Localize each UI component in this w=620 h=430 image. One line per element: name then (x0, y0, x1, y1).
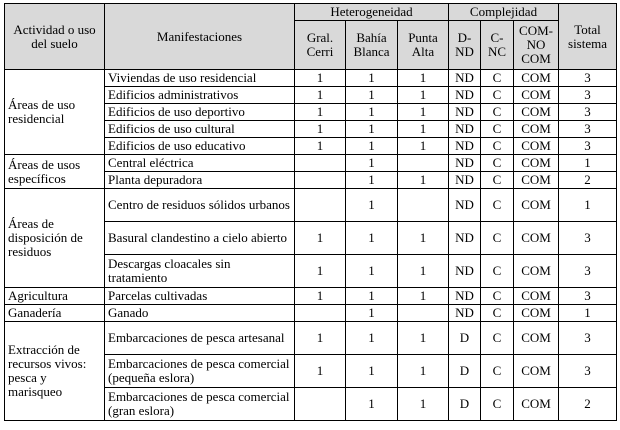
header-bahia-blanca: Bahía Blanca (346, 21, 398, 70)
total-cell: 1 (559, 155, 617, 172)
total-cell: 3 (559, 70, 617, 87)
com-cell: COM (514, 305, 559, 322)
c-nc-cell: C (481, 189, 514, 222)
gral-cerri-cell: 1 (295, 138, 346, 155)
c-nc-cell: C (481, 255, 514, 288)
gral-cerri-cell: 1 (295, 104, 346, 121)
punta-alta-cell: 1 (398, 172, 449, 189)
header-com-nocom: COM-NO COM (514, 21, 559, 70)
manifestation-cell: Parcelas cultivadas (105, 288, 295, 305)
d-nd-cell: ND (449, 87, 481, 104)
manifestation-cell: Edificios de uso educativo (105, 138, 295, 155)
manifestation-cell: Central eléctrica (105, 155, 295, 172)
punta-alta-cell: 1 (398, 138, 449, 155)
com-cell: COM (514, 104, 559, 121)
bahia-blanca-cell: 1 (346, 388, 398, 421)
com-cell: COM (514, 388, 559, 421)
activity-cell: Agricultura (5, 288, 105, 305)
d-nd-cell: ND (449, 155, 481, 172)
com-cell: COM (514, 255, 559, 288)
manifestation-cell: Descargas cloacales sin tratamiento (105, 255, 295, 288)
total-cell: 3 (559, 138, 617, 155)
d-nd-cell: ND (449, 121, 481, 138)
activity-cell: Extracción de recursos vivos: pesca y marisqueo (5, 322, 105, 421)
header-gral-cerri: Gral. Cerri (295, 21, 346, 70)
header-complexity: Complejidad (449, 4, 559, 21)
c-nc-cell: C (481, 355, 514, 388)
c-nc-cell: C (481, 388, 514, 421)
com-cell: COM (514, 189, 559, 222)
com-cell: COM (514, 155, 559, 172)
manifestation-cell: Viviendas de uso residencial (105, 70, 295, 87)
c-nc-cell: C (481, 87, 514, 104)
gral-cerri-cell (295, 172, 346, 189)
total-cell: 2 (559, 388, 617, 421)
d-nd-cell: D (449, 322, 481, 355)
activity-cell: Ganadería (5, 305, 105, 322)
punta-alta-cell: 1 (398, 322, 449, 355)
gral-cerri-cell (295, 189, 346, 222)
table-row (5, 305, 617, 322)
header-d-nd: D-ND (449, 21, 481, 70)
gral-cerri-cell: 1 (295, 322, 346, 355)
table-row (5, 189, 617, 222)
gral-cerri-cell: 1 (295, 121, 346, 138)
c-nc-cell: C (481, 104, 514, 121)
punta-alta-cell (398, 189, 449, 222)
total-cell: 3 (559, 104, 617, 121)
c-nc-cell: C (481, 222, 514, 255)
d-nd-cell: ND (449, 172, 481, 189)
activity-cell: Áreas de disposición de residuos (5, 189, 105, 288)
manifestation-cell: Centro de residuos sólidos urbanos (105, 189, 295, 222)
punta-alta-cell: 1 (398, 70, 449, 87)
d-nd-cell: ND (449, 138, 481, 155)
gral-cerri-cell: 1 (295, 255, 346, 288)
com-cell: COM (514, 288, 559, 305)
bahia-blanca-cell: 1 (346, 322, 398, 355)
d-nd-cell: ND (449, 189, 481, 222)
c-nc-cell: C (481, 305, 514, 322)
punta-alta-cell (398, 155, 449, 172)
total-cell: 3 (559, 322, 617, 355)
com-cell: COM (514, 138, 559, 155)
header-c-nc: C-NC (481, 21, 514, 70)
com-cell: COM (514, 87, 559, 104)
d-nd-cell: ND (449, 222, 481, 255)
d-nd-cell: ND (449, 104, 481, 121)
manifestation-cell: Embarcaciones de pesca comercial (pequeña eslora) (105, 355, 295, 388)
bahia-blanca-cell: 1 (346, 155, 398, 172)
bahia-blanca-cell: 1 (346, 189, 398, 222)
d-nd-cell: D (449, 388, 481, 421)
manifestation-cell: Edificios de uso deportivo (105, 104, 295, 121)
bahia-blanca-cell: 1 (346, 255, 398, 288)
com-cell: COM (514, 222, 559, 255)
gral-cerri-cell: 1 (295, 222, 346, 255)
punta-alta-cell (398, 305, 449, 322)
gral-cerri-cell: 1 (295, 70, 346, 87)
com-cell: COM (514, 355, 559, 388)
com-cell: COM (514, 172, 559, 189)
table-row (5, 155, 617, 172)
manifestation-cell: Ganado (105, 305, 295, 322)
bahia-blanca-cell: 1 (346, 104, 398, 121)
c-nc-cell: C (481, 70, 514, 87)
punta-alta-cell: 1 (398, 104, 449, 121)
manifestation-cell: Embarcaciones de pesca artesanal (105, 322, 295, 355)
gral-cerri-cell: 1 (295, 87, 346, 104)
land-use-table (4, 3, 617, 421)
total-cell: 1 (559, 189, 617, 222)
com-cell: COM (514, 70, 559, 87)
punta-alta-cell: 1 (398, 388, 449, 421)
manifestation-cell: Basural clandestino a cielo abierto (105, 222, 295, 255)
header-activity: Actividad o uso del suelo (5, 4, 105, 70)
c-nc-cell: C (481, 121, 514, 138)
bahia-blanca-cell: 1 (346, 355, 398, 388)
header-heterogeneity: Heterogeneidad (295, 4, 449, 21)
total-cell: 2 (559, 172, 617, 189)
activity-cell: Áreas de uso residencial (5, 70, 105, 155)
activity-cell: Áreas de usos específicos (5, 155, 105, 189)
bahia-blanca-cell: 1 (346, 305, 398, 322)
bahia-blanca-cell: 1 (346, 288, 398, 305)
d-nd-cell: ND (449, 255, 481, 288)
d-nd-cell: D (449, 355, 481, 388)
com-cell: COM (514, 121, 559, 138)
table-row (5, 70, 617, 87)
punta-alta-cell: 1 (398, 222, 449, 255)
header-punta-alta: Punta Alta (398, 21, 449, 70)
table-row (5, 288, 617, 305)
bahia-blanca-cell: 1 (346, 172, 398, 189)
bahia-blanca-cell: 1 (346, 70, 398, 87)
com-cell: COM (514, 322, 559, 355)
total-cell: 3 (559, 121, 617, 138)
bahia-blanca-cell: 1 (346, 121, 398, 138)
total-cell: 3 (559, 355, 617, 388)
c-nc-cell: C (481, 155, 514, 172)
total-cell: 3 (559, 87, 617, 104)
manifestation-cell: Embarcaciones de pesca comercial (gran eslora) (105, 388, 295, 421)
punta-alta-cell: 1 (398, 355, 449, 388)
d-nd-cell: ND (449, 305, 481, 322)
table-row (5, 322, 617, 355)
total-cell: 1 (559, 305, 617, 322)
header-total: Total sistema (559, 4, 617, 70)
gral-cerri-cell (295, 155, 346, 172)
manifestation-cell: Edificios administrativos (105, 87, 295, 104)
manifestation-cell: Edificios de uso cultural (105, 121, 295, 138)
gral-cerri-cell: 1 (295, 355, 346, 388)
total-cell: 3 (559, 255, 617, 288)
c-nc-cell: C (481, 288, 514, 305)
gral-cerri-cell: 1 (295, 288, 346, 305)
punta-alta-cell: 1 (398, 288, 449, 305)
punta-alta-cell: 1 (398, 255, 449, 288)
gral-cerri-cell (295, 388, 346, 421)
c-nc-cell: C (481, 138, 514, 155)
bahia-blanca-cell: 1 (346, 222, 398, 255)
c-nc-cell: C (481, 172, 514, 189)
header-manifestations: Manifestaciones (105, 4, 295, 70)
punta-alta-cell: 1 (398, 121, 449, 138)
c-nc-cell: C (481, 322, 514, 355)
manifestation-cell: Planta depuradora (105, 172, 295, 189)
d-nd-cell: ND (449, 70, 481, 87)
total-cell: 3 (559, 222, 617, 255)
total-cell: 3 (559, 288, 617, 305)
punta-alta-cell: 1 (398, 87, 449, 104)
gral-cerri-cell (295, 305, 346, 322)
d-nd-cell: ND (449, 288, 481, 305)
bahia-blanca-cell: 1 (346, 87, 398, 104)
bahia-blanca-cell: 1 (346, 138, 398, 155)
